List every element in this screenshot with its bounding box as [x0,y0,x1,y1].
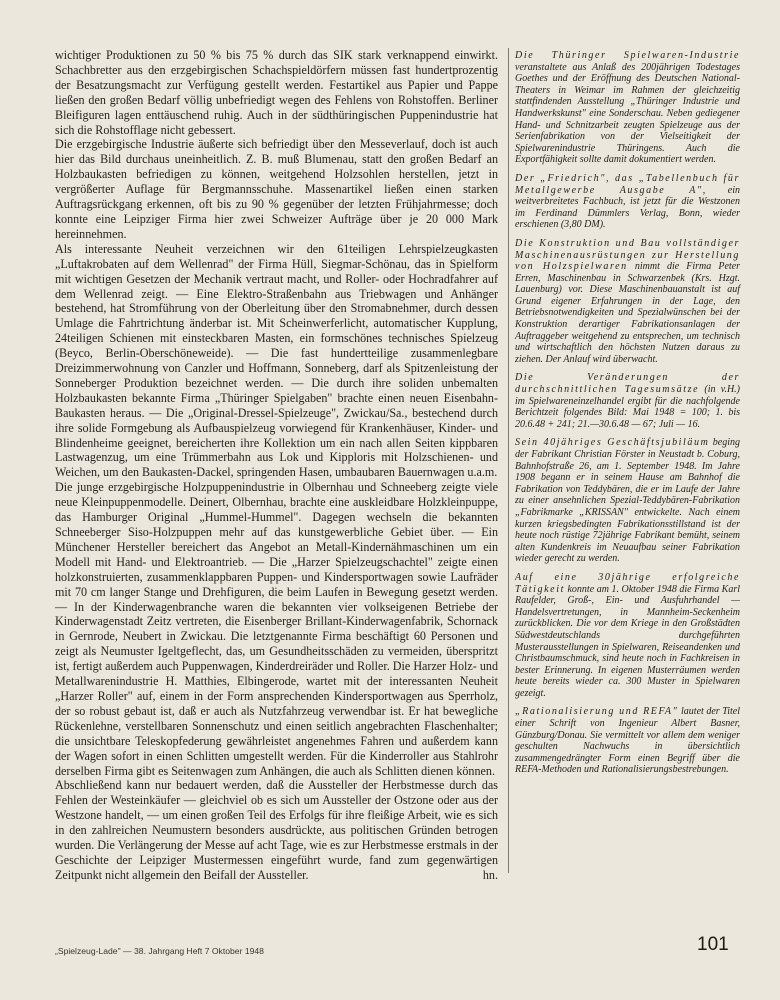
news-notes-column [515,50,740,783]
note-text: nimmt die Firma Peter Erren, Maschinenbau in Schwarzenbek (Krs. Hzgt. Lauenburg) vor. Diese Maschinenbauanstalt ist auf Grund eigener Erfahrungen in der Lage, den Betriebsnotwendigkeiten und Spezialwünschen bei der Konstruktion derartiger Fabrikationsanlagen der Auftraggeber weitgehend zu entsprechen, um technisch und wirtschaftlich den höchsten Nutzen daraus zu ziehen. Der Anlauf wird überwacht. [515,261,740,365]
note-text: lautet der Titel einer Schrift von Ingenieur Albert Basner, Günzburg/Donau. Sie vermittelt vor allem dem weniger geschulten Nachwuchs in übersichtlich zusammengedrängter Form einen Begriff über die REFA-Methoden und Rationalisierungsbestrebungen. [515,706,741,776]
note-text: , ein weitverbreitetes Fachbuch, ist jetzt für die Westzonen im Ferdinand Dümmlers Verlag, Bonn, wieder erschienen (3,80 DM). [515,184,741,231]
paragraph-2: Die erzgebirgische Industrie äußerte sich befriedigt über den Messeverlauf, doch ist auch hier das Bild durchaus uneinheitlich. Z. B. muß Blumenau, statt den großen Bedarf an Holzbaukasten befriedigen zu können, weitgehend Holzsohlen herstellen, jetzt in vergrößerter Auflage für Bergmannsschuhe. Massenartikel ließen einen starken Auftragsrückgang erkennen, oft bis zu 90 % gegenüber der letzten Frühjahrmesse; doch konnte eine Leipziger Firma hier zwei Schweizer Aufträge über je 20 000 Mark hereinnehmen. [55,137,498,241]
column-divider [508,48,509,873]
paragraph-5: Abschließend kann nur bedauert werden, daß die Aussteller der Herbstmesse durch das Fehlen der Westeinkäufer — gleichviel ob es sich um Aussteller der Ostzone oder aus der Westzone handelt, — um einen großen Teil des Erfolgs für ihre fleißige Arbeit, wie es sich in den zahlreichen Neumustern besonders ausdrückte, aus politischen Gründen betrogen wurden. Die Verlängerung der Messe auf acht Tage, wie es zur Herbstmesse erstmals in der Geschichte der Leipziger Mustermessen eingeführt wurde, fand zum gegenwärtigen Zeitpunkt nicht allgemein den Beifall der Aussteller. [55,778,498,882]
note-lead: Der „Friedrich", das „Tabellenbuch für Metallgewerbe Ausgabe A" [515,172,740,196]
note-lead: Sein 40jähriges Geschäftsjubiläum [515,437,710,449]
note-text: (in v.H.) im Spielwareneinzelhandel ergibt für die nachfolgende Berichtzeit folgendes Bild: Mai 1948 = 100; 1. bis 20.6.48 + 241; 21.—30.6.48 — 67; Juli — 16. [515,384,741,430]
author-signature: hn. [482,867,498,882]
note-item [515,50,740,166]
note-item [515,437,740,565]
note-item [515,173,740,231]
note-text: beging der Fabrikant Christian Förster in Neustadt b. Coburg, Bahnhofstraße 26, am 1. September 1948. Im Jahre 1908 begann er in seinem Hause am Bahnhof die Fabrikation von Teddybären, die er im Laufe der Jahre zu einer ansehnlichen Spezial-Teddybären-Fabrikation „Fabrikmarke „KRISSAN" entwickelte. Nach einem kurzen kriegsbedingten Fabrikationsstillstand ist der heute noch rüstige 72jährige Fabrikant bemüht, seinem alten Kundenkreis im Neuaufbau seiner Fabrikation wieder gerecht zu werden. [515,437,740,565]
page-footer: „Spielzeug-Lade" — 38. Jahrgang Heft 7 Oktober 1948 [55,946,264,956]
note-item [515,238,740,366]
note-item [515,372,740,430]
note-lead: Die Veränderungen der durchschnittlichen Tagesumsätze [515,372,740,396]
page-number: 101 [697,934,729,955]
note-lead: Die Konstruktion und Bau vollständiger Maschinenausrüstungen zur Herstellung von Holzspielwaren [515,237,740,273]
note-item [515,706,740,776]
paragraph-1: wichtiger Produktionen zu 50 % bis 75 % durch das SIK stark verknappend einwirkt. Schachbretter aus den erzgebirgischen Schachspieldörfern müssen fast hundertprozentig der Besatzungsmacht zur Verfügung gestellt werden. Festartikel aus Papier und Pappe ließen den großen Bedarf völlig unbefriedigt wegen des Fehlens von Rohstoffen. Berliner Bleifiguren lagen enttäuschend ruhig. Auch in der südthüringischen Puppenindustrie hat sich die Rohstofflage nicht gebessert. [55,48,498,137]
paragraph-3: Als interessante Neuheit verzeichnen wir den 61teiligen Lehrspielzeugkasten „Luftakrobaten auf dem Wellenrad" der Firma Hüll, Siegmar-Schönau, das in Spielform mit wichtigen Gesetzen der Mechanik vertraut macht, und Roller- oder Hochradfahrer auf dem Wellenrad zeigt. — Eine Elektro-Straßenbahn aus Triebwagen und Anhänger bestehend, hat Stromführung von der Oberleitung über den Stromabnehmer, durch dessen Umlage die Fahrtrichtung änderbar ist. Mit Scheinwerferlicht, automatischer Kupplung, 24teiligen Schienen mit einsteckbaren Masten, ein formschönes technisches Spielzeug (Beyco, Berlin-Oberschöneweide). — Die fast hundertteilige zusammenlegbare Dreizimmerwohnung von Canzler und Hoffmann, Sonneberg, darf als Spitzenleistung der Sonneberger Produktion bezeichnet werden. — Die durch ihre soliden unbemalten Holzbaukasten bekannte Firma „Thüringer Spielgaben" brachte einen neuen Eisenbahn-Baukasten heraus. — Die „Original-Dressel-Spielzeuge", Zwickau/Sa., bestechend durch ihre solide Formgebung als Aufbauspielzeug vorwiegend für Krankenhäuser, Kinder- und Blindenheime geeignet, bereicherten ihre Kollektion um ein nach allen Seiten kippbaren Lastwagenzug, um eine Trümmerbahn aus Lok und Kipploris mit Holzschienen- und Weichen, um den Baukasten-Dackel, springenden Hasen, umbaubaren Bauernwagen u.a.m. [55,241,498,480]
note-lead: Auf eine 30jährige erfolgreiche Tätigkeit [515,571,740,595]
paragraph-4: Die junge erzgebirgische Holzpuppenindustrie in Olbernhau und Schneeberg zeigte viele neue Kleinpuppenmodelle. Deinert, Olbernhau, brachte eine auskleidbare Holzkleinpuppe, das Hamburger Original „Hummel-Hummel". Dagegen wechseln die bekannten Schneeberger Siso-Holzpuppen mehr auf das kunstgewerbliche Gebiet über. — Ein Münchener Hersteller bereichert das Angebot an Metall-Kindernähmaschinen um ein Modell mit Hand- und Elektroantrieb. — Die „Harzer Spielzeugschachtel" zeigte einen holzkonstruierten, zusammenklappbaren Puppen- und Kindersportwagen sowie Laufräder mit 70 cm langer Stange und Drehfiguren, die beim Laufen in Bewegung gesetzt werden. — In der Kinderwagenbranche waren die bekannten vier volkseigenen Betriebe der Kinderwagenstadt Zeitz vertreten, die Eisenberger Brillant-Kinderwagenfabrik, Schornack in Gernrode, Neubert in Zwickau. Die letztgenannte Firma beschäftigt 60 Personen und zeigt als Neumuster Igeltgeflecht, das, um Gesundheitsschäden zu vermeiden, überspritzt ist, fertigt außerdem auch Puppenwagen, Kinderdreiräder und Roller. Die Harzer Holz- und Metallwarenindustrie H. Matthies, Elbingerode, wartet mit der interessanten Neuheit „Harzer Roller" auf, einem in der Form ansprechenden Kindersportwagen aus Sperrholz, der so robust gebaut ist, daß er auch als Nutzfahrzeug verwendbar ist. Er hat bewegliche Rückenlehne, verstellbaren Sonnenschutz und einen seitlich angebrachten Flaschenhalter; die unsichtbare Teleskopfederung gewährleistet angenehmes Fahren und außerdem kann der Wagen sofort in einen Schlitten umgestellt werden. Für die Kinderroller aus Stahlrohr derselben Firma gibt es Seitenwagen zum Anhängen, die auch als Schlitten dienen können. [55,480,498,778]
note-text: konnte am 1. Oktober 1948 die Firma Karl Raufelder, Groß-, Ein- und Ausfuhrhandel — Handelsvertretungen, in Mannheim-Seckenheim zurückblicken. Die vor dem Kriege in den Großstädten Südwestdeutschlands durchgeführten Musterausstellungen in Spielwaren, Reiseandenken und Christbaumschmuck, sind heute noch in Fachkreisen in bester Erinnerung. In eigenen Musterräumen werden heute bereits wieder ca. 300 Muster in Spielwaren gezeigt. [515,583,740,699]
note-lead: Die Thüringer Spielwaren-Industrie [515,50,740,61]
note-item [515,572,740,700]
note-text: veranstaltete aus Anlaß des 200jährigen Todestages Goethes und der Eröffnung des Deutschen National-Theaters in Weimar im Rahmen der gleichzeitig stattfindenden Ausstellung „Thüringer Industrie und Handwerkskunst" eine Sonderschau. Neben gediegener Hand- und Schnitzarbeit zeugten Spielzeuge aus der Serienfabrikation von der Vielseitigkeit der Spielwarenindustrie Thüringens. Auch die Exportfähigkeit sollte damit dokumentiert werden. [515,61,740,166]
note-lead: „Rationalisierung und REFA" [515,706,679,718]
main-article-column [55,48,498,883]
